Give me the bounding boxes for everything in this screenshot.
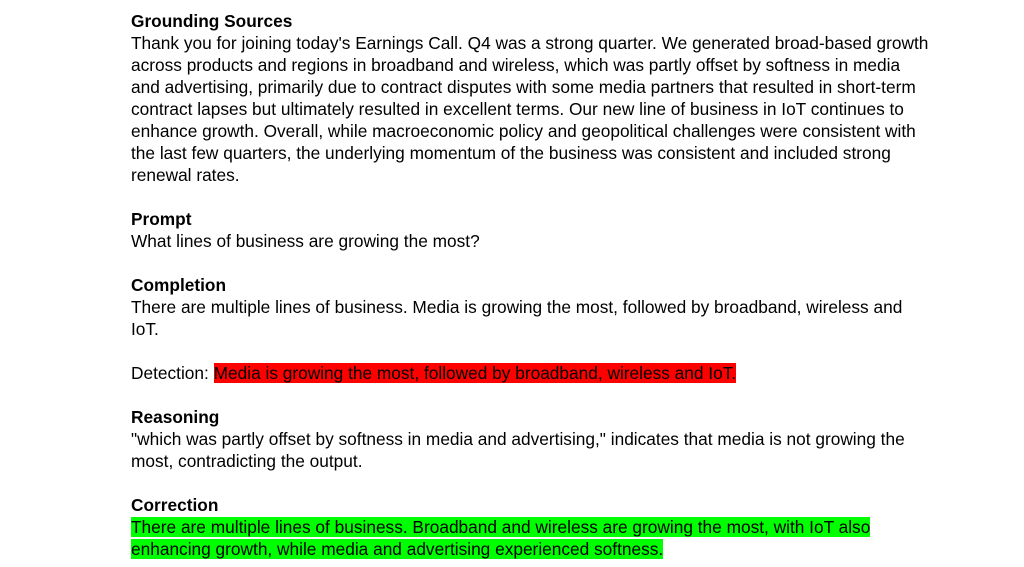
detection-label: Detection: — [131, 363, 214, 383]
document — [131, 10, 931, 560]
prompt-section — [131, 208, 931, 252]
grounding-section — [131, 10, 931, 186]
grounding-heading: Grounding Sources — [131, 11, 293, 31]
completion-heading: Completion — [131, 275, 227, 295]
detection-highlight: Media is growing the most, followed by broadband, wireless and IoT. — [213, 363, 737, 383]
grounding-text: Thank you for joining today's Earnings Call. Q4 was a strong quarter. We generated broad-based growth across products and regions in broadband and wireless, which was partly offset by softness in media and advertising, primarily due to contract disputes with some media partners that resulted in short-term contract lapses but ultimately resulted in excellent terms. Our new line of business in IoT continues to enhance growth. Overall, while macroeconomic policy and geopolitical challenges were consistent with the last few quarters, the underlying momentum of the business was consistent and included strong renewal rates. — [131, 33, 929, 185]
completion-section — [131, 274, 931, 340]
correction-highlight: There are multiple lines of business. Broadband and wireless are growing the most, with IoT also enhancing growth, while media and advertising experienced softness. — [131, 517, 871, 559]
completion-text: There are multiple lines of business. Media is growing the most, followed by broadband, wireless and IoT. — [131, 297, 903, 339]
reasoning-text: "which was partly offset by softness in media and advertising," indicates that media is not growing the most, contradicting the output. — [131, 429, 905, 471]
prompt-heading: Prompt — [131, 209, 192, 229]
reasoning-section — [131, 406, 931, 472]
reasoning-heading: Reasoning — [131, 407, 220, 427]
prompt-text: What lines of business are growing the most? — [131, 231, 480, 251]
correction-heading: Correction — [131, 495, 219, 515]
detection-section — [131, 362, 931, 384]
correction-section — [131, 494, 931, 560]
